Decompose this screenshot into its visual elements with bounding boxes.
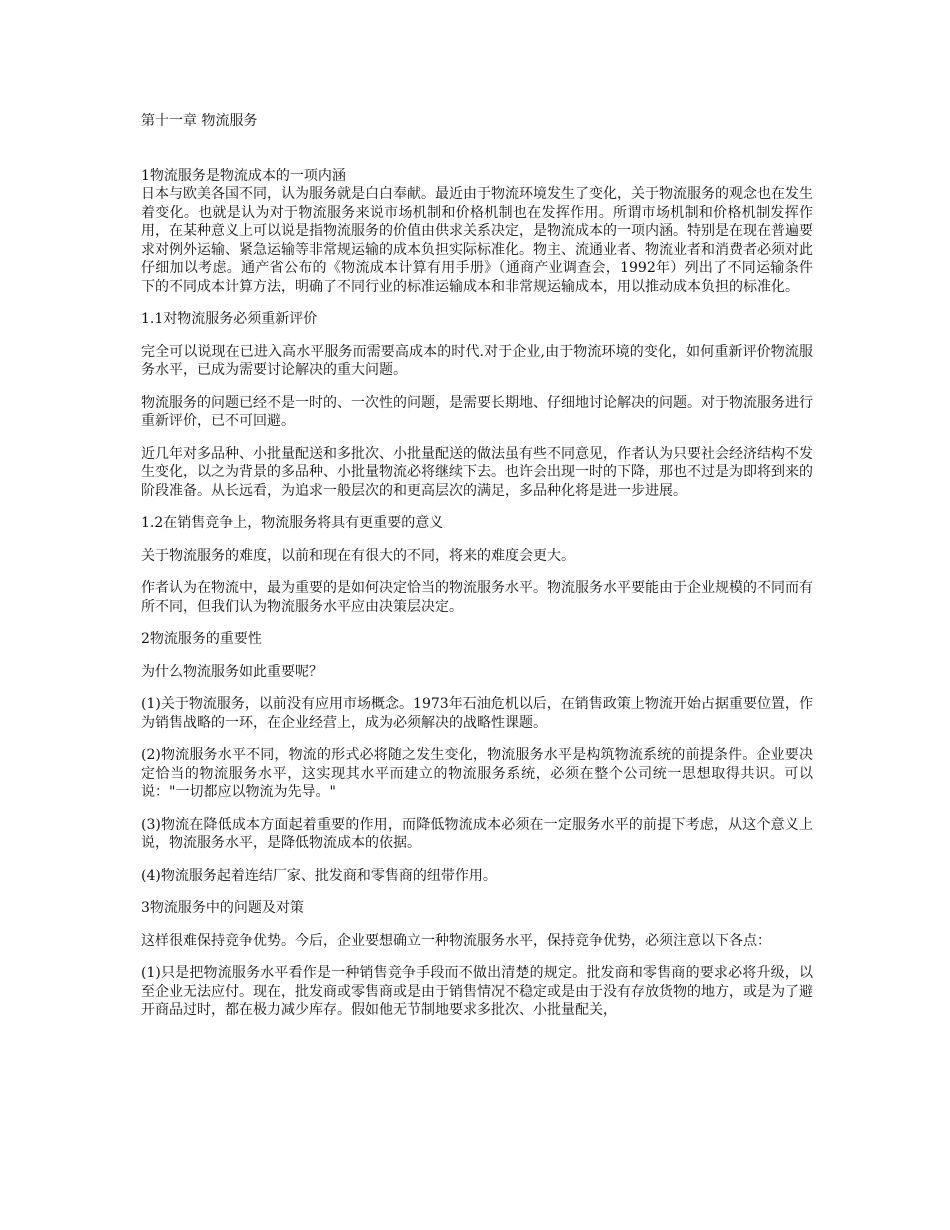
- paragraph: [141, 579, 813, 616]
- paragraph-text: 这样很难保持竞争优势。今后，企业要想确立一种物流服务水平，保持竞争优势，必须注意以下各点：: [141, 932, 771, 949]
- paragraph-text: 1.1对物流服务必须重新评价: [141, 311, 318, 327]
- paragraph: [141, 343, 813, 380]
- section-1-heading: 1物流服务是物流成本的一项内涵: [141, 167, 346, 184]
- list-item: [141, 695, 813, 732]
- paragraph-text: 作者认为在物流中，最为重要的是如何决定恰当的物流服务水平。物流服务水平要能由于企业规模的不同而有所不同，但我们认为物流服务水平应由决策层决定。: [141, 580, 813, 615]
- paragraph-text: (4)物流服务起着连结厂家、批发商和零售商的纽带作用。: [141, 867, 497, 884]
- paragraph: [141, 445, 813, 501]
- paragraph: [141, 932, 813, 951]
- paragraph-text: 近几年对多品种、小批量配送和多批次、小批量配送的做法虽有些不同意见，作者认为只要社会经济结构不发生变化，以之为背景的多品种、小批量物流必将继续下去。也许会出现一时的下降，那也不过是为即将到来的阶段准备。从长远看，为追求一般层次的和更高层次的满足，多品种化将是进一步进展。: [141, 445, 813, 499]
- paragraph-text: 完全可以说现在已进入高水平服务而需要高成本的时代.对于企业,由于物流环境的变化，如何重新评价物流服务水平，已成为需要讨论解决的重大问题。: [141, 343, 813, 378]
- section-2-heading: [141, 630, 813, 649]
- paragraph-text: (2)物流服务水平不同，物流的形式必将随之发生变化，物流服务水平是构筑物流系统的前提条件。企业要决定恰当的物流服务水平，这实现其水平而建立的物流服务系统，必须在整个公司统一思想取得共识。可以说："一切都应以物流为先导。": [141, 747, 813, 800]
- section-3-heading: [141, 899, 813, 918]
- chapter-title: 第十一章 物流服务: [141, 113, 258, 129]
- subheading-1-2: [141, 514, 813, 533]
- paragraph-text: 2物流服务的重要性: [141, 631, 262, 647]
- list-item: [141, 746, 813, 802]
- list-item: [141, 867, 813, 886]
- subheading-1-1: [141, 310, 813, 329]
- paragraph-text: 1.2在销售竞争上，物流服务将具有更重要的意义: [141, 515, 444, 531]
- paragraph-text: (1)只是把物流服务水平看作是一种销售竞争手段而不做出清楚的规定。批发商和零售商的要求必将升级，以至企业无法应付。现在，批发商或零售商或是由于销售情况不稳定或是由于没有存放货物的地方，或是为了避开商品过时，都在极力减少库存。假如他无节制地要求多批次、小批量配关，: [141, 965, 813, 1018]
- paragraph-text: 为什么物流服务如此重要呢？: [141, 663, 323, 680]
- paragraph: [141, 394, 813, 431]
- section-1-intro: 日本与欧美各国不同，认为服务就是白白奉献。最近由于物流环境发生了变化，关于物流服务的观念也在发生着变化。也就是认为对于物流服务来说市场机制和价格机制也在发挥作用。所谓市场机制和价格机制发挥作用，在某种意义上可以说是指物流服务的价值由供求关系决定，是物流成本的一项内涵。特别是在现在普遍要求对例外运输、紧急运输等非常规运输的成本负担实际标准化。物主、流通业者、物流业者和消费者必须对此仔细加以考虑。通产省公布的《物流成本计算有用手册》（通商产业调查会，1992年）列出了不同运输条件下的不同成本计算方法，明确了不同行业的标准运输成本和非常规运输成本，用以推动成本负担的标准化。: [141, 186, 813, 295]
- list-item: [141, 816, 813, 853]
- document-page: [141, 112, 813, 1034]
- paragraph-text: 关于物流服务的难度，以前和现在有很大的不同，将来的难度会更大。: [141, 547, 575, 564]
- paragraph: [141, 663, 813, 682]
- paragraph-text: (3)物流在降低成本方面起着重要的作用，而降低物流成本必须在一定服务水平的前提下考虑，从这个意义上说，物流服务水平，是降低物流成本的依据。: [141, 816, 813, 851]
- paragraph-text: 物流服务的问题已经不是一时的、一次性的问题，是需要长期地、仔细地讨论解决的问题。对于物流服务进行重新评价，已不可回避。: [141, 394, 813, 429]
- list-item: [141, 964, 813, 1020]
- paragraph-text: (1)关于物流服务，以前没有应用市场概念。1973年石油危机以后，在销售政策上物流开始占据重要位置，作为销售战略的一环，在企业经营上，成为必须解决的战略性课题。: [141, 696, 813, 731]
- paragraph-text: 3物流服务中的问题及对策: [141, 900, 304, 916]
- paragraph: [141, 547, 813, 566]
